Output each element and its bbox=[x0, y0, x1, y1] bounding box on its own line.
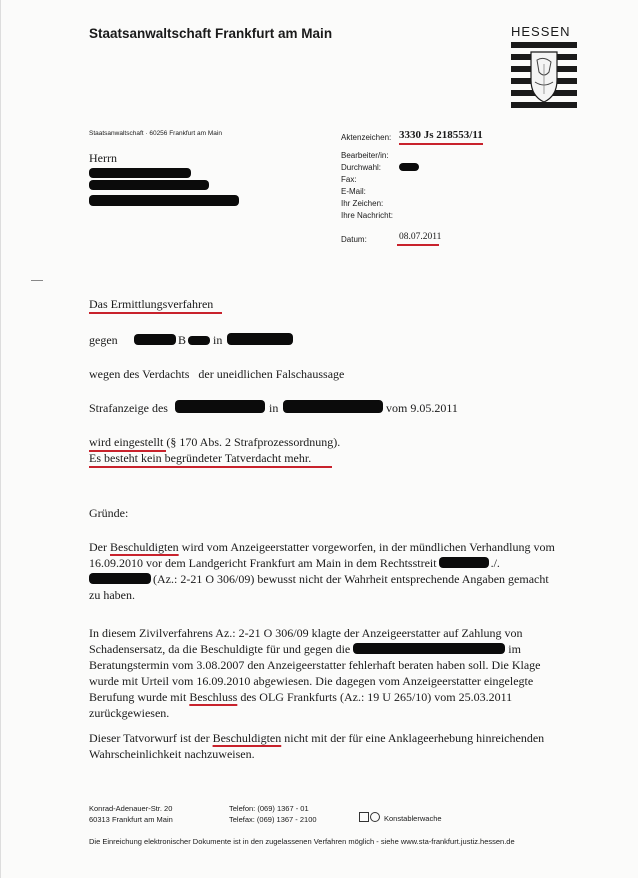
redaction-accused-first bbox=[134, 334, 176, 345]
recipient-salutation: Herrn bbox=[89, 151, 117, 165]
sender-line: Staatsanwaltschaft · 60256 Frankfurt am Main bbox=[89, 130, 222, 137]
gegen-initial: B bbox=[178, 333, 187, 347]
redaction-recipient-name bbox=[89, 168, 191, 178]
hessen-coat-of-arms-logo bbox=[511, 42, 577, 108]
reasons-paragraph-1 bbox=[89, 539, 559, 603]
bearbeiter-label: Bearbeiter/in: bbox=[341, 151, 389, 160]
footer-city: 60313 Frankfurt am Main bbox=[89, 815, 173, 824]
para3-text-a: Dieser Tatvorwurf ist der bbox=[89, 731, 213, 745]
redaction-complainant-place bbox=[283, 400, 383, 413]
no-suspicion-line: Es besteht kein begründeter Tatverdacht mehr. bbox=[89, 451, 312, 465]
reasons-heading: Gründe: bbox=[89, 506, 129, 520]
redaction-recipient-street bbox=[89, 180, 209, 190]
para1-accused: Beschuldigten bbox=[110, 540, 179, 554]
datum-label: Datum: bbox=[341, 235, 367, 244]
para3-accused: Beschuldigten bbox=[212, 731, 282, 745]
decision-legal-basis: (§ 170 Abs. 2 Strafprozessordnung). bbox=[163, 435, 341, 449]
aktenzeichen-label: Aktenzeichen: bbox=[341, 133, 392, 142]
datum-value: 08.07.2011 bbox=[399, 232, 442, 242]
datum-underline bbox=[397, 244, 439, 246]
complaint-date: vom 9.05.2011 bbox=[386, 401, 458, 415]
gegen-in: in bbox=[213, 333, 223, 347]
subject-underline bbox=[89, 312, 222, 314]
ihr-zeichen-label: Ihr Zeichen: bbox=[341, 199, 384, 208]
durchwahl-label: Durchwahl: bbox=[341, 163, 382, 172]
gegen-label: gegen bbox=[89, 333, 118, 347]
footer-street: Konrad-Adenauer-Str. 20 bbox=[89, 804, 173, 813]
charge-line: wegen des Verdachts der uneidlichen Falschaussage bbox=[89, 367, 345, 381]
reasons-paragraph-2 bbox=[89, 625, 559, 721]
redaction-litigation-party-2 bbox=[89, 573, 151, 584]
footer-electronic-notice: Die Einreichung elektronischer Dokumente ist in den zugelassenen Verfahren möglich - siehe www.sta-frankfurt.justiz.hessen.de bbox=[89, 837, 515, 846]
para1-text-e: (Az.: 2-21 O 306/09) bewusst nicht der Wahrheit entsprechende Angaben gemacht zu haben. bbox=[89, 572, 549, 602]
redaction-firm-name bbox=[353, 643, 505, 654]
no-suspicion-underline bbox=[89, 466, 321, 468]
email-label: E-Mail: bbox=[341, 187, 366, 196]
para1-text-a: Der bbox=[89, 540, 110, 554]
state-name: HESSEN bbox=[511, 24, 571, 39]
redaction-durchwahl bbox=[399, 163, 419, 171]
fold-mark bbox=[31, 280, 43, 281]
footer-transit-stop: Konstablerwache bbox=[384, 814, 442, 823]
para3-text-c: nicht mit der für eine Anklageerhebung hinreichenden Wahrscheinlichkeit nachzuweisen. bbox=[89, 731, 545, 761]
para1-separator: ./. bbox=[490, 556, 500, 570]
subject: Das Ermittlungsverfahren bbox=[89, 297, 214, 311]
footer-telefon: Telefon: (069) 1367 - 01 bbox=[229, 804, 309, 813]
fax-label: Fax: bbox=[341, 175, 357, 184]
footer-telefax: Telefax: (069) 1367 - 2100 bbox=[229, 815, 317, 824]
complaint-in: in bbox=[269, 401, 279, 415]
complaint-prefix: Strafanzeige des bbox=[89, 401, 168, 415]
aktenzeichen-value: 3330 Js 218553/11 bbox=[399, 129, 483, 141]
aktenzeichen-underline bbox=[399, 143, 483, 145]
decision-line bbox=[89, 435, 340, 450]
para2-text-a: In diesem Zivilverfahrens Az.: 2-21 O 306/09 klagte der Anzeigeerstatter auf Zahlung von Schadensersatz, da die Beschuldigte für und gegen die bbox=[89, 626, 523, 656]
u-bahn-icon bbox=[359, 812, 369, 822]
decision-emphasis: wird eingestellt bbox=[89, 435, 164, 449]
authority-name: Staatsanwaltschaft Frankfurt am Main bbox=[89, 26, 333, 41]
reasons-paragraph-3 bbox=[89, 730, 559, 762]
para1-text-c: wird vom Anzeigeerstatter vorgeworfen, in der mündlichen Verhandlung vom 16.09.2010 vor dem Landgericht Frankfurt am Main in dem Rechtsstreit bbox=[89, 540, 555, 570]
s-bahn-icon bbox=[370, 812, 380, 822]
redaction-accused-last bbox=[188, 336, 210, 345]
para2-text-d: des OLG Frankfurts (Az.: 19 U 265/10) vom 25.03.2011 zurückgewiesen. bbox=[89, 690, 513, 720]
ihre-nachricht-label: Ihre Nachricht: bbox=[341, 211, 394, 220]
redaction-litigation-party bbox=[439, 557, 489, 568]
para2-decision: Beschluss bbox=[189, 690, 238, 704]
para2-text-b: im Beratungstermin vom 3.08.2007 den Anzeigeerstatter fehlerhaft beraten haben soll. Die Klage wurde mit Urteil vom 16.09.2010 abgewiesen. Die dagegen vom Anzeigeerstatter eingelegte Berufung wurde mit bbox=[89, 642, 541, 704]
redaction-accused-place bbox=[227, 333, 293, 345]
redaction-recipient-city bbox=[89, 195, 239, 206]
no-suspicion-underline-2 bbox=[319, 466, 332, 468]
redaction-complainant bbox=[175, 400, 265, 413]
